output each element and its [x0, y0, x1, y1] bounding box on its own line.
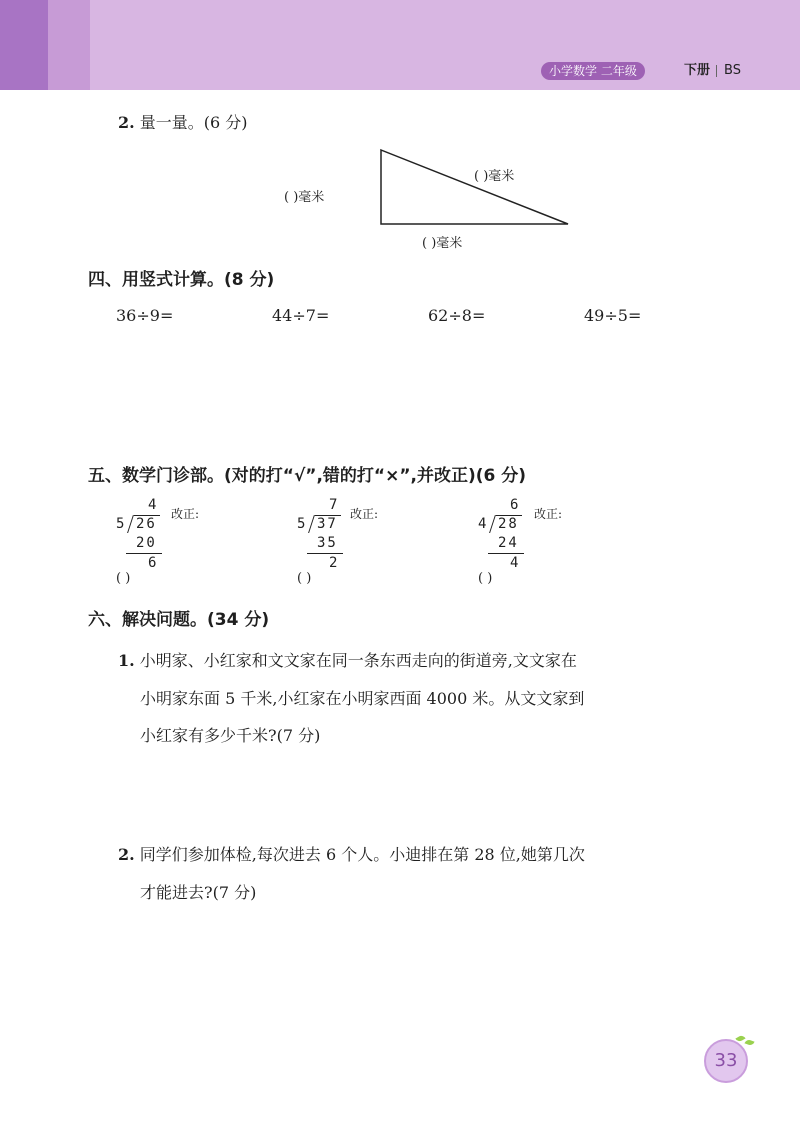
quotient: 4: [148, 497, 157, 513]
division-bracket-side: [308, 515, 315, 533]
subtraction-line: [307, 553, 343, 554]
divisor: 5: [297, 516, 306, 532]
quotient: 7: [329, 497, 338, 513]
problem1-line2: 小明家东面 5 千米,小红家在小明家西面 4000 米。从文文家到: [140, 689, 585, 708]
product: 35: [317, 535, 338, 551]
measure-question-number: 2.: [118, 113, 135, 132]
problem2-line2: 才能进去?(7 分): [140, 883, 257, 902]
left-side-label: ( )毫米: [284, 190, 325, 205]
bottom-side-label: ( )毫米: [422, 236, 463, 251]
edition-label: BS: [724, 63, 741, 78]
subtraction-line: [488, 553, 524, 554]
measure-question-text: 量一量。(6 分): [139, 113, 248, 132]
problem1-line1: [118, 648, 577, 671]
dividend: 37: [317, 516, 338, 532]
quotient: 6: [510, 497, 519, 513]
remainder: 2: [329, 555, 338, 571]
hypotenuse-label: ( )毫米: [474, 169, 515, 184]
dividend: 28: [498, 516, 519, 532]
remainder: 6: [148, 555, 157, 571]
long-division-1: [116, 497, 256, 592]
product: 20: [136, 535, 157, 551]
page-header: [0, 0, 800, 90]
divisor: 4: [478, 516, 487, 532]
measure-question-title: [118, 110, 248, 133]
subtraction-line: [126, 553, 162, 554]
section4-title: 四、用竖式计算。(8 分): [88, 270, 275, 290]
dividend: 26: [136, 516, 157, 532]
problem2-text-1: 同学们参加体检,每次进去 6 个人。小迪排在第 28 位,她第几次: [139, 845, 585, 864]
correction-label: 改正:: [534, 507, 563, 521]
calc-expression-1: 36÷9=: [116, 306, 174, 325]
problem2-line1: [118, 842, 585, 865]
header-separator: [716, 65, 717, 77]
product: 24: [498, 535, 519, 551]
page-number-badge: 33: [704, 1039, 748, 1083]
division-bracket-side: [127, 515, 134, 533]
problem2-number: 2.: [118, 845, 135, 864]
right-triangle: [381, 150, 568, 224]
leaf-icon: [744, 1039, 754, 1047]
remainder: 4: [510, 555, 519, 571]
calc-expression-2: 44÷7=: [272, 306, 330, 325]
calc-expression-4: 49÷5=: [584, 306, 642, 325]
header-strip-light: [48, 0, 90, 90]
problem1-number: 1.: [118, 651, 135, 670]
problem1-text-1: 小明家、小红家和文文家在同一条东西走向的街道旁,文文家在: [139, 651, 577, 670]
header-strip-dark: [0, 0, 48, 90]
triangle-figure: [380, 148, 572, 228]
problem1-line3: 小红家有多少千米?(7 分): [140, 726, 321, 745]
section5-title: 五、数学门诊部。(对的打“√”,错的打“×”,并改正)(6 分): [88, 466, 527, 486]
judge-blank: ( ): [478, 571, 493, 586]
volume-label: 下册: [684, 63, 711, 78]
judge-blank: ( ): [116, 571, 131, 586]
correction-label: 改正:: [171, 507, 200, 521]
divisor: 5: [116, 516, 125, 532]
division-bracket-side: [489, 515, 496, 533]
correction-label: 改正:: [350, 507, 379, 521]
section6-title: 六、解决问题。(34 分): [88, 610, 270, 630]
calc-expression-3: 62÷8=: [428, 306, 486, 325]
judge-blank: ( ): [297, 571, 312, 586]
long-division-3: [478, 497, 618, 592]
long-division-2: [297, 497, 437, 592]
subject-grade-pill: 小学数学 二年级: [541, 62, 645, 80]
